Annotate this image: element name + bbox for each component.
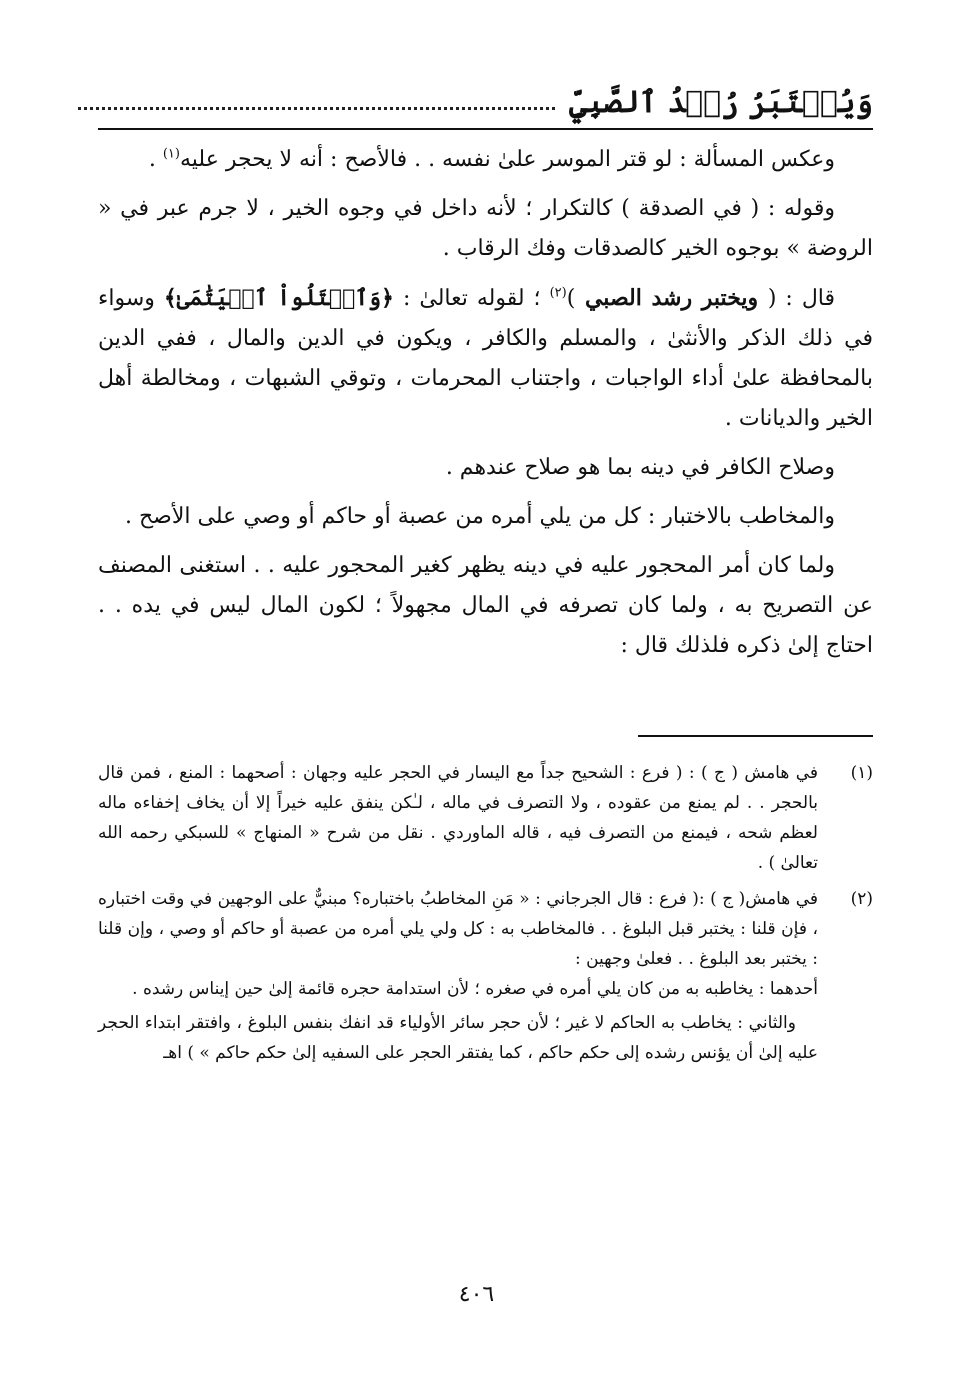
paragraph-4: وصلاح الكافر في دينه بما هو صلاح عندهم .: [445, 455, 835, 480]
footnote-1: [98, 758, 873, 878]
footnote-number: (٢): [850, 889, 873, 909]
paragraph-2: وقوله : ( في الصدقة ) كالتكرار ؛ لأنه داخل في وجوه الخير ، لا جرم عبر في « الروضة » بوجوه الخير كالصدقات وفك الرقاب .: [98, 196, 873, 261]
footnote-text-2: أحدهما : يخاطبه به من كان يلي أمره في صغره ؛ لأن استدامة حجره قائمة إلىٰ حين إيناس رشده .: [132, 979, 818, 999]
header-dotted-leader: [78, 107, 555, 110]
running-header: [78, 68, 873, 118]
paragraph-3-rest: وسواء في ذلك الذكر والأنثىٰ ، والمسلم والكافر ، ويكون في الدين والمال ، ففي الدين بالمحافظة علىٰ أداء الواجبات ، واجتناب المحرمات ، وتوقي الشبهات ، ومخالطة أهل الخير والديانات .: [98, 286, 873, 431]
header-title: وَيُخۡتَبَرُ رُشۡدُ ٱلصَّبِيِّ: [569, 85, 873, 120]
footnote-text-3: والثاني : يخاطب به الحاكم لا غير ؛ لأن حجر سائر الأولياء قد انفك بنفس البلوغ ، وافتقر ابتداء الحجر عليه إلىٰ أن يؤنس رشده إلى حكم حاكم ، كما يفتقر الحجر على السفيه إلىٰ حكم حاكم » ) اهـ: [98, 1013, 818, 1063]
paragraph-1: [98, 140, 873, 180]
page-number: ٤٠٦: [458, 1282, 495, 1307]
paragraph-6: ولما كان أمر المحجور عليه في دينه يظهر كغير المحجور عليه . . استغنى المصنف عن التصريح به ، ولما كان تصرفه في المال مجهولاً ؛ لكون المال ليس في يده . . احتاج إلىٰ ذكره فلذلك قال :: [98, 553, 873, 658]
matn-quote: ويختبر رشد الصبي: [575, 285, 768, 311]
paragraph-1-end: .: [148, 147, 163, 172]
main-text: [98, 140, 873, 675]
footnotes: [98, 758, 873, 1074]
footnote-body: [98, 884, 818, 1068]
footnote-2: [98, 884, 873, 1068]
footnote-text: في هامش( ج ) :( فرع : قال الجرجاني : « مَنِ المخاطبُ باختباره؟ مبنيٌّ على الوجهين في وقت اختباره ، فإن قلنا : يختبر قبل البلوغ . . فالمخاطب به : كل ولي يلي أمره من عصبة أو حاكم أو وصي ، وإن قلنا : يختبر بعد البلوغ . . فعلىٰ وجهين :: [98, 889, 818, 969]
footnote-text: في هامش ( ج ) : ( فرع : الشحيح جداً مع اليسار في الحجر عليه وجهان : أصحهما : المنع ، فمن قال بالحجر . . لم يمنع من عقوده ، ولا التصرف في ماله ، لـٰكن ينفق عليه خيراً إلا أن يخاف إخفاءه ماله لعظم شحه ، فيمنع من التصرف فيه ، قاله الماوردي . نقل من شرح « المنهاج » للسبكي رحمه الله تعالىٰ ) .: [98, 763, 818, 873]
paragraph-1-text: وعكس المسألة : لو قتر الموسر علىٰ نفسه . . فالأصح : أنه لا يحجر عليه: [179, 147, 835, 172]
quran-verse: ﴿وَٱبۡتَلُواْ ٱلۡيَتَٰمَىٰ﴾: [163, 285, 394, 311]
paragraph-3-mid: ؛ لقوله تعالىٰ :: [393, 286, 550, 311]
footnote-ref-2: (٢): [549, 285, 567, 301]
footnote-body: [98, 758, 818, 878]
footnote-ref-1: (١): [162, 146, 180, 162]
paragraph-3: [98, 278, 873, 439]
footnote-number: (١): [850, 763, 873, 783]
footnote-separator: [638, 735, 873, 737]
paragraph-5: والمخاطب بالاختبار : كل من يلي أمره من عصبة أو حاكم أو وصي على الأصح .: [124, 504, 835, 529]
header-rule: [98, 128, 873, 130]
paragraph-3-start: قال : (: [767, 286, 836, 311]
paragraph-3-close: ): [566, 286, 576, 311]
